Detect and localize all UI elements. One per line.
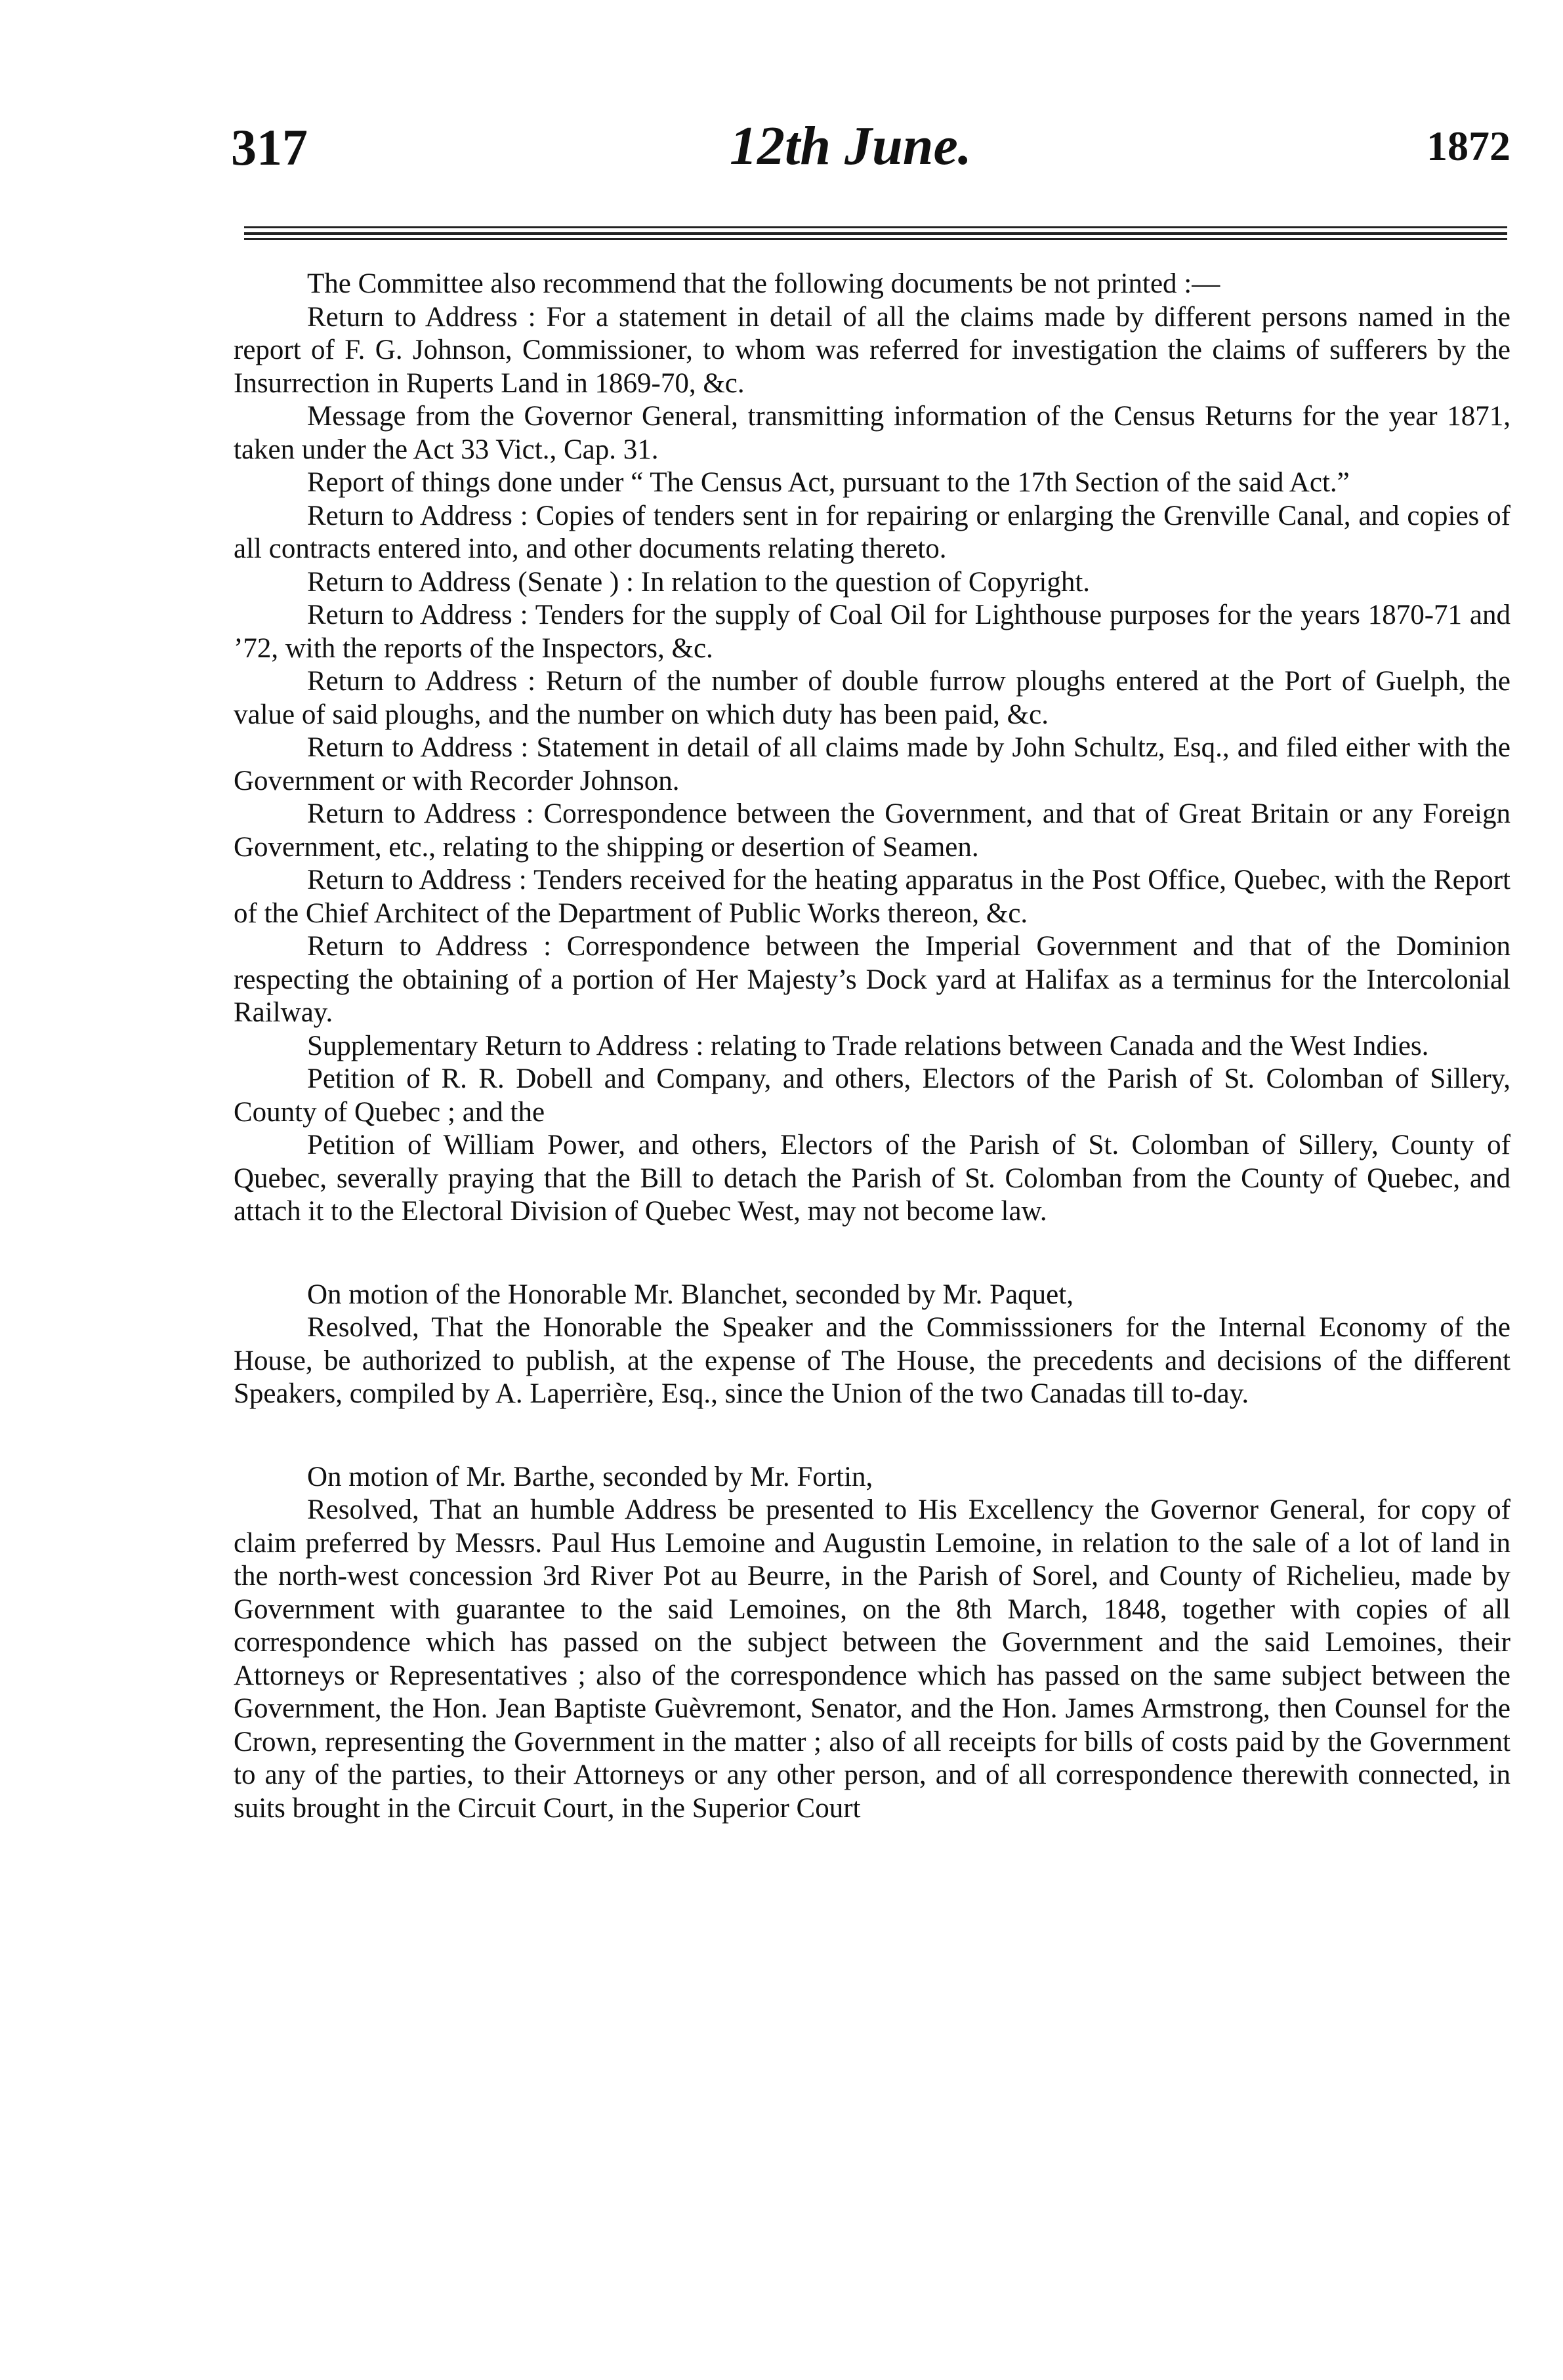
document-body [234, 268, 1511, 1825]
paragraph: Return to Address : Return of the number of double furrow ploughs entered at the Port of Guelph, the value of said ploughs, and the number on which duty has been paid, &c. [234, 666, 1511, 730]
paragraph: Supplementary Return to Address : relating to Trade relations between Canada and the West Indies. [307, 1030, 1429, 1061]
page-year: 1872 [1427, 123, 1511, 169]
paragraph: Report of things done under “ The Census Act, pursuant to the 17th Section of the said Act.” [307, 467, 1350, 498]
paragraph: Return to Address : Tenders received for the heating apparatus in the Post Office, Quebec, with the Report of the Chief Architect of the Department of Public Works thereon, &c. [234, 865, 1511, 929]
paragraph: On motion of the Honorable Mr. Blanchet, seconded by Mr. Paquet, [307, 1279, 1073, 1310]
page-number: 317 [231, 119, 308, 176]
rule-line [244, 226, 1507, 228]
paragraph: Return to Address (Senate ) : In relation to the question of Copyright. [307, 566, 1091, 598]
header-rule [244, 226, 1507, 241]
paragraph: Return to Address : Correspondence between the Government, and that of Great Britain or any Foreign Government, etc., relating to the shipping or desertion of Seamen. [234, 798, 1511, 863]
paragraph: Resolved, That the Honorable the Speaker and the Commisssioners for the Internal Economy of the House, be authorized to publish, at the expense of The House, the precedents and decisions of the different Speakers, compiled by A. Laperrière, Esq., since the Union of the two Canadas till to-day. [234, 1312, 1511, 1409]
paragraph: Message from the Governor General, transmitting information of the Census Returns for the year 1871, taken under the Act 33 Vict., Cap. 31. [234, 401, 1511, 465]
paragraph: Return to Address : Statement in detail of all claims made by John Schultz, Esq., and filed either with the Government or with Recorder Johnson. [234, 732, 1511, 796]
paragraph: Resolved, That an humble Address be presented to His Excellency the Governor General, for copy of claim preferred by Messrs. Paul Hus Lemoine and Augustin Lemoine, in relation to the sale of a lot of land in the north-west concession 3rd River Pot au Beurre, in the Parish of Sorel, and County of Richelieu, made by Government with guarantee to the said Lemoines, on the 8th March, 1848, together with copies of all correspondence which has passed on the subject between the Government and the said Lemoines, their Attorneys or Representatives ; also of the correspondence which has passed on the same subject between the Government, the Hon. Jean Baptiste Guèvremont, Senator, and the Hon. James Armstrong, then Counsel for the Crown, representing the Government in the matter ; also of all receipts for bills of costs paid by the Government to any of the parties, to their Attorneys or any other person, and of all correspondence therewith connected, in suits brought in the Circuit Court, in the Superior Court [234, 1494, 1511, 1824]
paragraph: Petition of William Power, and others, Electors of the Parish of St. Colomban of Sillery, County of Quebec, severally praying that the Bill to detach the Parish of St. Colomban from the County of Quebec, and attach it to the Electoral Division of Quebec West, may not become law. [234, 1130, 1511, 1227]
paragraph: The Committee also recommend that the following documents be not printed :— [307, 268, 1220, 299]
rule-line [244, 232, 1507, 235]
paragraph: Return to Address : Copies of tenders sent in for repairing or enlarging the Grenville Canal, and copies of all contracts entered into, and other documents relating thereto. [234, 500, 1511, 564]
paragraph: Return to Address : For a statement in detail of all the claims made by different persons named in the report of F. G. Johnson, Commissioner, to whom was referred for investigation the claims of sufferers by the Insurrection in Ruperts Land in 1869-70, &c. [234, 301, 1511, 399]
page-date: 12th June. [730, 115, 972, 176]
page-header [231, 115, 1511, 190]
paragraph: Petition of R. R. Dobell and Company, and others, Electors of the Parish of St. Colomban of Sillery, County of Quebec ; and the [234, 1063, 1511, 1128]
paragraph: On motion of Mr. Barthe, seconded by Mr. Fortin, [307, 1461, 873, 1492]
rule-line [244, 238, 1507, 240]
paragraph: Return to Address : Correspondence between the Imperial Government and that of the Dominion respecting the obtaining of a portion of Her Majesty’s Dock yard at Halifax as a terminus for the Intercolonial Railway. [234, 931, 1511, 1028]
paragraph: Return to Address : Tenders for the supply of Coal Oil for Lighthouse purposes for the years 1870-71 and ’72, with the reports of the Inspectors, &c. [234, 600, 1511, 664]
